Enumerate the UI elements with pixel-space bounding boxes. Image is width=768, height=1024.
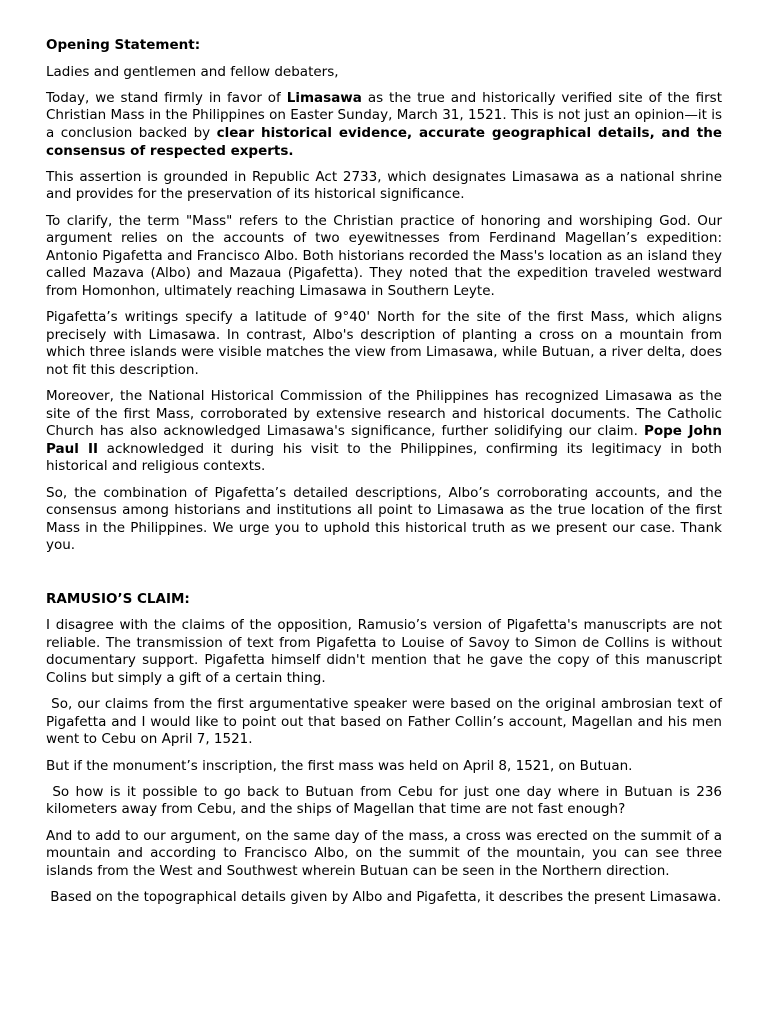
opening-paragraph-2: This assertion is grounded in Republic Act 2733, which designates Limasawa as a national shrine and provides for the preservation of its historical significance. bbox=[46, 168, 722, 203]
text-run: acknowledged it during his visit to the Philippines, confirming its legitimacy in both historical and religious contexts. bbox=[46, 440, 722, 475]
opening-paragraph-1 bbox=[46, 90, 722, 160]
opening-paragraph-3: To clarify, the term "Mass" refers to the Christian practice of honoring and worshiping God. Our argument relies on the accounts of two eyewitnesses from Ferdinand Magellan’s expedition: Antonio Pigafetta and Francisco Albo. Both historians recorded the Mass's location as an island they called Mazava (Albo) and Mazaua (Pigafetta). They noted that the expedition traveled westward from Homonhon, ultimately reaching Limasawa in Southern Leyte. bbox=[46, 212, 722, 299]
opening-statement-heading: Opening Statement: bbox=[46, 37, 201, 53]
ramusio-paragraph-5: And to add to our argument, on the same day of the mass, a cross was erected on the summit of a mountain and according to Francisco Albo, on the summit of the mountain, you can see three islands from the West and Southwest wherein Butuan can be seen in the Northern direction. bbox=[46, 827, 722, 879]
opening-paragraph-4: Pigafetta’s writings specify a latitude of 9°40' North for the site of the first Mass, which aligns precisely with Limasawa. In contrast, Albo's description of planting a cross on a mountain from which three islands were visible matches the view from Limasawa, while Butuan, a river delta, does not fit this description. bbox=[46, 309, 722, 378]
bold-pope-john-paul: Pope John Paul II bbox=[46, 423, 722, 457]
greeting-paragraph: Ladies and gentlemen and fellow debaters, bbox=[46, 63, 339, 80]
ramusio-paragraph-6: Based on the topographical details given by Albo and Pigafetta, it describes the present Limasawa. bbox=[46, 888, 722, 905]
opening-paragraph-6: So, the combination of Pigafetta’s detailed descriptions, Albo’s corroborating accounts, and the consensus among historians and institutions all point to Limasawa as the true location of the first Mass in the Philippines. We urge you to uphold this historical truth as we present our case. Thank you. bbox=[46, 484, 722, 554]
ramusio-paragraph-2: So, our claims from the first argumentative speaker were based on the original ambrosian text of Pigafetta and I would like to point out that based on Father Collin’s account, Magellan and his men went to Cebu on April 7, 1521. bbox=[46, 696, 722, 748]
text-run: Moreover, the National Historical Commission of the Philippines has recognized Limasawa as the site of the first Mass, corroborated by extensive research and historical documents. The Catholic Church has also acknowledged Limasawa's significance, further solidifying our claim. bbox=[46, 388, 722, 440]
section-spacer bbox=[46, 564, 722, 591]
bold-evidence-claim: clear historical evidence, accurate geographical details, and the consensus of respected experts. bbox=[46, 124, 722, 159]
ramusio-paragraph-3: But if the monument’s inscription, the first mass was held on April 8, 1521, on Butuan. bbox=[46, 757, 633, 774]
opening-paragraph-5 bbox=[46, 388, 722, 476]
bold-limasawa: Limasawa bbox=[286, 89, 362, 106]
text-run: as the true and historically verified site of the first Christian Mass in the Philippines on Easter Sunday, March 31, 1521. This is not just an opinion—it is a conclusion backed by bbox=[46, 89, 723, 141]
ramusio-paragraph-4: So how is it possible to go back to Butuan from Cebu for just one day where in Butuan is 236 kilometers away from Cebu, and the ships of Magellan that time are not fast enough? bbox=[46, 783, 722, 818]
text-run: Today, we stand firmly in favor of bbox=[46, 89, 287, 106]
ramusio-paragraph-1: I disagree with the claims of the opposition, Ramusio’s version of Pigafetta's manuscripts are not reliable. The transmission of text from Pigafetta to Louise of Savoy to Simon de Collins is without documentary support. Pigafetta himself didn't mention that he gave the copy of this manuscript Colins but simply a gift of a certain thing. bbox=[46, 617, 722, 686]
ramusio-claim-heading: RAMUSIO’S CLAIM: bbox=[46, 590, 190, 607]
